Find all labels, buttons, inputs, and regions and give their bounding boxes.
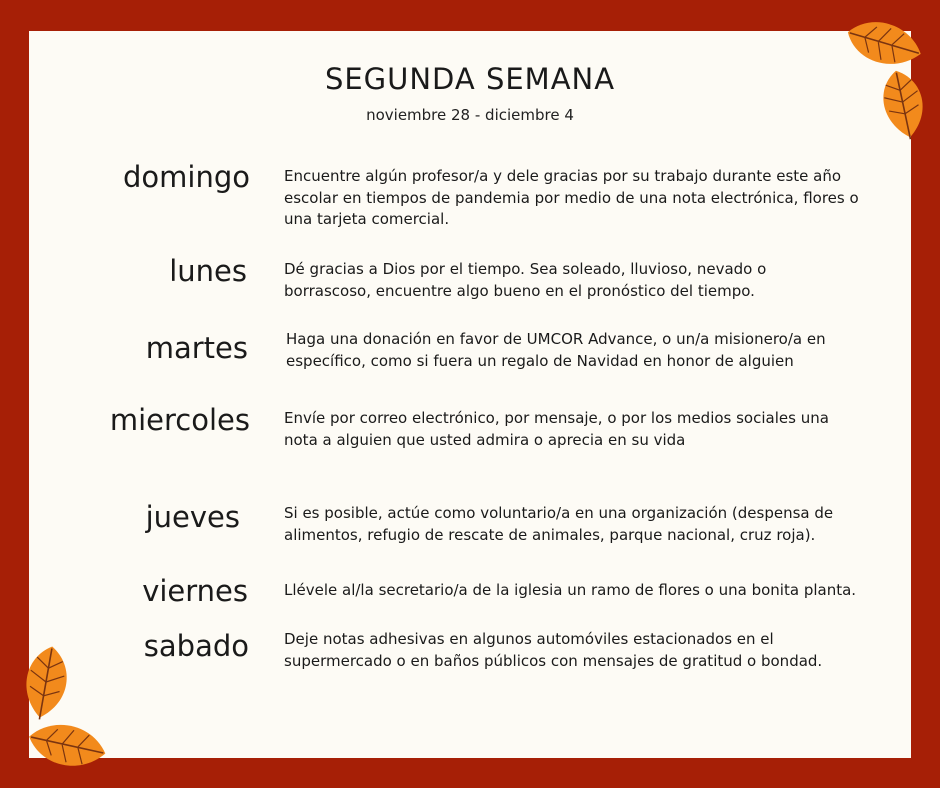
page-title: SEGUNDA SEMANA [324,62,616,96]
day-label: viernes [142,574,248,608]
day-description: Envíe por correo electrónico, por mensaje, o por los medios sociales una nota a alguien que usted admira o aprecia en su vida [284,409,829,449]
autumn-leaf-icon [24,712,110,780]
day-label: jueves [145,500,240,534]
day-description: Llévele al/la secretario/a de la iglesia un ramo de flores o una bonita planta. [284,581,857,599]
day-description: Deje notas adhesivas en algunos automóviles estacionados en el supermercado o en baños públicos con mensajes de gratitud o bondad. [284,630,823,670]
date-range: noviembre 28 - diciembre 4 [366,106,574,124]
day-label: sabado [143,629,249,663]
day-description: Si es posible, actúe como voluntario/a en una organización (despensa de alimentos, refugio de rescate de animales, parque nacional, cruz roja). [284,504,834,544]
day-label: martes [145,331,248,365]
autumn-leaf-icon [872,66,934,142]
day-label: lunes [169,254,247,288]
day-label: domingo [123,160,250,194]
day-description: Dé gracias a Dios por el tiempo. Sea soleado, lluvioso, nevado o borrascoso, encuentre algo bueno en el pronóstico del tiempo. [284,260,767,300]
day-description: Haga una donación en favor de UMCOR Advance, o un/a misionero/a en específico, como si fuera un regalo de Navidad en honor de alguien [286,330,826,370]
autumn-leaf-icon [14,642,78,722]
day-label: miercoles [109,403,250,437]
day-description: Encuentre algún profesor/a y dele gracias por su trabajo durante este año escolar en tiempos de pandemia por medio de una nota electrónica, flores o una tarjeta comercial. [284,167,859,228]
